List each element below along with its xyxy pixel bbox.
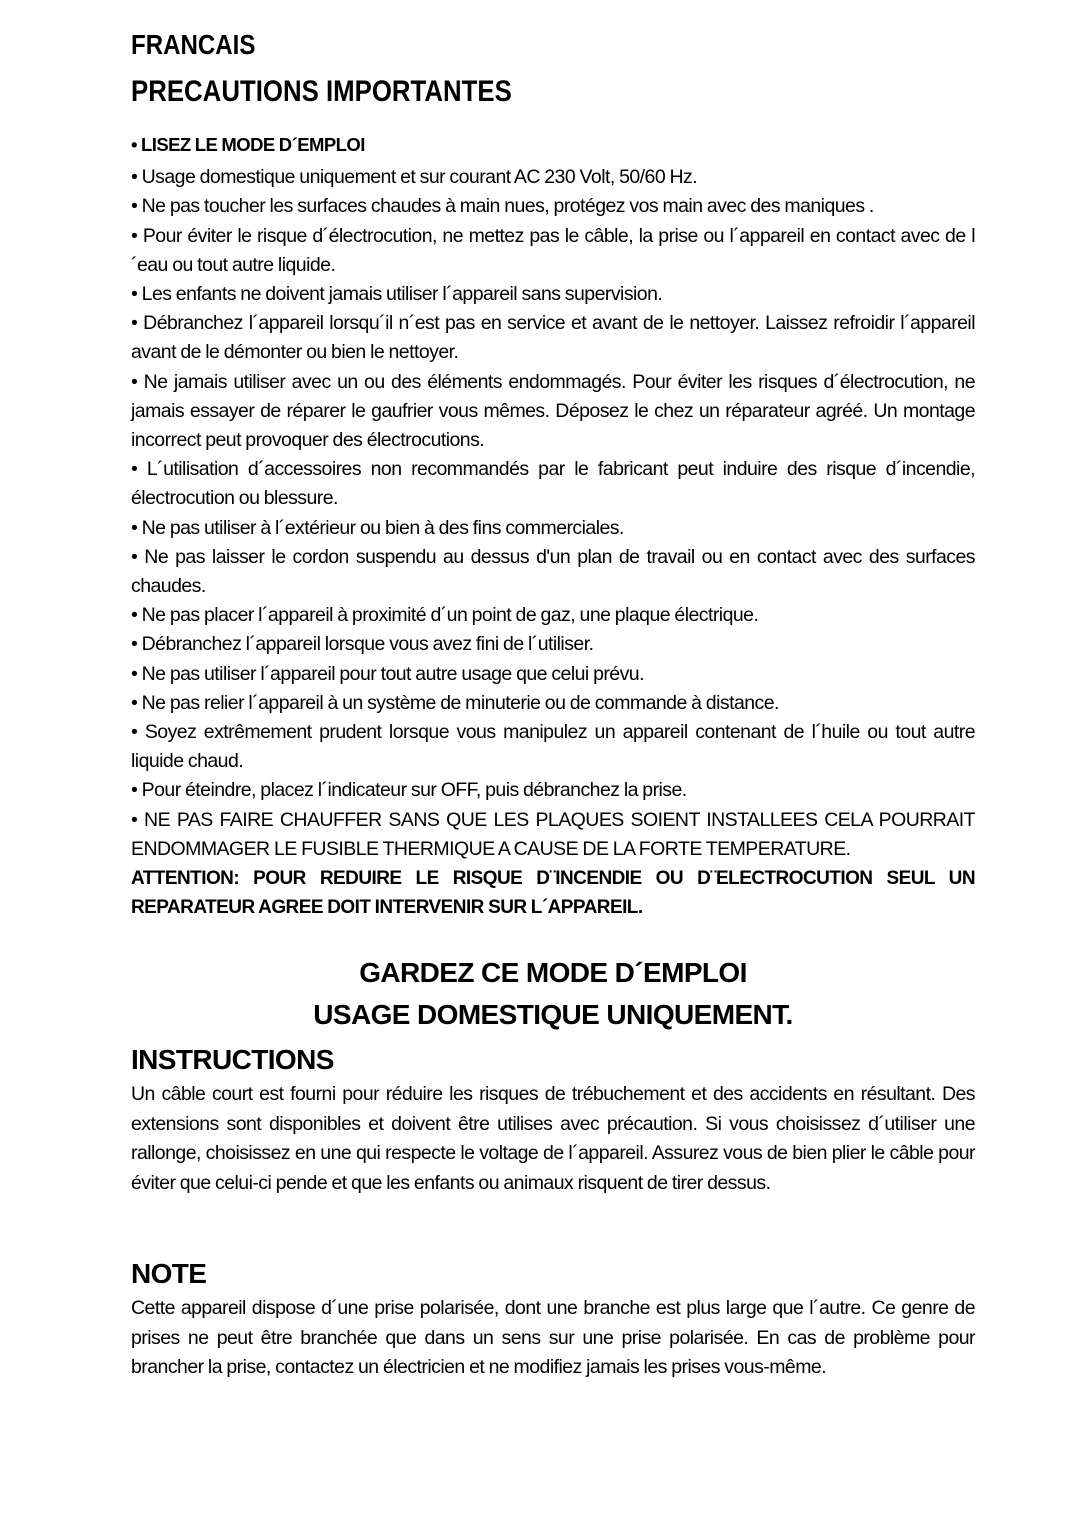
document-page [131,26,975,1382]
precaution-item [131,601,975,630]
attention-text: ATTENTION: POUR REDUIRE LE RISQUE D¨INCENDIE OU D¨ELECTROCUTION SEUL UN REPARATEUR AGREE DOIT INTERVENIR SUR L´APPAREIL. [131,868,975,919]
precaution-item [131,543,975,601]
precaution-text: • Ne pas toucher les surfaces chaudes à main nues, protégez vos main avec des maniques . [131,195,874,218]
precaution-item [131,514,975,543]
precaution-text: • Ne pas utiliser à l´extérieur ou bien à des fins commerciales. [131,516,624,539]
precaution-text: • Ne pas utiliser l´appareil pour tout autre usage que celui prévu. [131,662,644,685]
precaution-item [131,660,975,689]
keep-manual-block [131,952,975,1036]
precaution-item [131,630,975,659]
precaution-text: • Pour éteindre, placez l´indicateur sur OFF, puis débranchez la prise. [131,779,687,802]
precaution-text: • Ne pas relier l´appareil à un système de minuterie ou de commande à distance. [131,691,779,714]
precaution-item [131,163,975,192]
precautions-list [131,130,975,922]
precaution-text: • Ne pas placer l´appareil à proximité d´un point de gaz, une plaque électrique. [131,604,759,627]
section-spacer [131,1198,975,1250]
precaution-item [131,280,975,309]
precaution-text: • NE PAS FAIRE CHAUFFER SANS QUE LES PLAQUES SOIENT INSTALLEES CELA POURRAIT ENDOMMAGER LE FUSIBLE THERMIQUE A CAUSE DE LA FORTE TEMPERATURE. [131,808,975,860]
precaution-text: • LISEZ LE MODE D´EMPLOI [131,134,365,155]
precaution-text: • Usage domestique uniquement et sur courant AC 230 Volt, 50/60 Hz. [131,166,698,189]
precautions-heading [131,72,975,112]
precaution-text: • Les enfants ne doivent jamais utiliser l´appareil sans supervision. [131,283,663,306]
precaution-item [131,368,975,456]
attention-warning [131,864,975,922]
precaution-item [131,776,975,805]
precaution-item [131,689,975,718]
precaution-item [131,192,975,221]
note-heading: NOTE [131,1258,207,1290]
precaution-item [131,455,975,513]
precaution-text: • Débranchez l´appareil lorsqu´il n´est pas en service et avant de le nettoyer. Laissez refroidir l´appareil avant de le démonter ou bien le nettoyer. [131,312,975,364]
language-heading-text: FRANCAIS [131,29,256,60]
precaution-text: • Pour éviter le risque d´électrocution, ne mettez pas le câble, la prise ou l´appareil en contact avec de l´eau ou tout autre liquide. [131,224,975,276]
precaution-item [131,309,975,367]
precaution-text: • L´utilisation d´accessoires non recommandés par le fabricant peut induire des risque d´incendie, électrocution ou blessure. [131,458,975,510]
precaution-text: • Soyez extrêmement prudent lorsque vous manipulez un appareil contenant de l´huile ou tout autre liquide chaud. [131,721,975,773]
instructions-text: Un câble court est fourni pour réduire les risques de trébuchement et des accidents en résultant. Des extensions sont disponibles et doivent être utilises avec précaution. Si vous choisissez d´utiliser une rallonge, choisissez en une qui respecte le voltage de l´appareil. Assurez vous de bien plier le câble pour éviter que celui-ci pende et que les enfants ou animaux risquent de tirer dessus. [131,1083,975,1194]
precaution-item [131,718,975,776]
precaution-text: • Ne jamais utiliser avec un ou des éléments endommagés. Pour éviter les risques d´électrocution, ne jamais essayer de réparer le gaufrier vous mêmes. Déposez le chez un réparateur agréé. Un montage incorrect peut provoquer des électrocutions. [131,370,975,452]
precaution-item [131,222,975,280]
precaution-text: • Ne pas laisser le cordon suspendu au dessus d'un plan de travail ou en contact avec des surfaces chaudes. [131,545,975,598]
instructions-heading: INSTRUCTIONS [131,1044,334,1076]
language-heading [131,26,975,64]
household-use-line: USAGE DOMESTIQUE UNIQUEMENT. [313,999,793,1031]
precaution-item [131,806,975,864]
precaution-text: • Débranchez l´appareil lorsque vous avez fini de l´utiliser. [131,633,594,656]
precautions-heading-text: PRECAUTIONS IMPORTANTES [131,75,512,108]
precaution-item [131,130,975,159]
note-text: Cette appareil dispose d´une prise polarisée, dont une branche est plus large que l´autre. Ce genre de prises ne peut être branchée que dans un sens sur une prise polarisée. En cas de problème pour brancher la prise, contactez un électricien et ne modifiez jamais les prises vous-même. [131,1297,975,1378]
keep-manual-line: GARDEZ CE MODE D´EMPLOI [359,957,747,989]
